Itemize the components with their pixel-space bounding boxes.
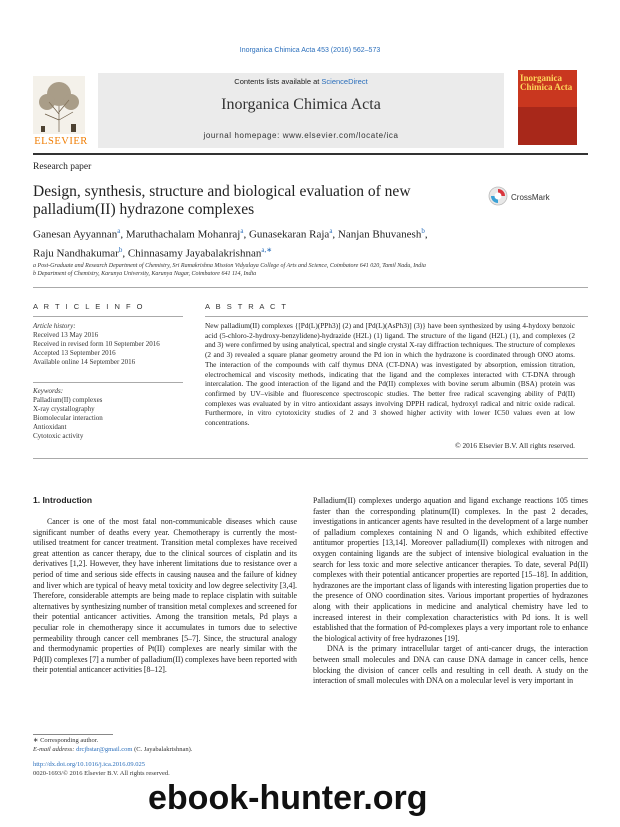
affiliation-divider [33,287,588,288]
keyword-item: X-ray crystallography [33,405,95,413]
affiliation-marker[interactable]: b [421,227,425,235]
keyword-item: Palladium(II) complexes [33,396,103,404]
body-paragraph: Palladium(II) complexes undergo aquation and ligand exchange reactions 105 times faster than the corresponding platinum(II) complexes. In the past 2 decades, investigations in anticancer agents have resulted in the development of a large number of palladium complexes containing N and O ligands, which exhibited effective antitumor properties [13,14]. Moreover palladium(II) complexes with nitrogen and oxygen containing ligands are the subject of intensive biological evaluation in the search for less toxic and more selective anticancer therapies. To date, several Pd(II) complexes with their potential anticancer properties are reported [15–18]. In addition, hydrazones are the important class of ligands with interesting ligation properties due to the presence of ONO coordination sites. Various important properties of hydrazones along with their applications in medicine and analytical chemistry have led to increased interest in their complexation characteristics with Pd ions. It is well established that the formation of Pd-complexes plays a very important role to enhance the biological activity of free hydrazones [19]. [313,496,588,643]
author-list: Ganesan Ayyannan$^a$, Maruthachalam Mohanraj$^a$, Gunasekaran Raja$^a$, Nanjan Bhuvanesh$^b$, Raju Nandhakumar$^b$, Chinnasamy Jayabalakrishnan$^{a,∗}$ [33,227,428,260]
abstract-heading: A B S T R A C T [205,302,288,311]
journal-name: Inorganica Chimica Acta [221,96,381,113]
keyword-item: Antioxidant [33,423,67,431]
sciencedirect-link[interactable]: ScienceDirect [321,77,368,86]
affiliation-marker[interactable]: a,∗ [261,245,273,254]
email-suffix: (C. Jayabalakrishnan). [132,746,193,753]
email-link[interactable]: drcjbstar@gmail.com [76,746,133,753]
author-name[interactable]: Nanjan Bhuvanesh [337,228,422,241]
doi-link[interactable]: http://dx.doi.org/10.1016/j.ica.2016.09.025 [33,761,146,768]
history-item: Received 13 May 2016 [33,331,99,339]
keywords-label: Keywords: [33,387,64,395]
history-item: Available online 14 September 2016 [33,358,136,366]
body-column-left [33,517,297,676]
article-title: Design, synthesis, structure and biological evaluation of new palladium(II) hydrazone complexes [33,183,411,218]
body-paragraph: Cancer is one of the most fatal non-communicable diseases which cause significant number of deaths every year. Chemotherapy is currently the most-utilised treatment for cancer treatment. Transition metal complexes have received great attention as cancer therapy, due to the clinical sources of cisplatin and its derivatives [1,2]. However, they have inherent limitations due to resistance over a period of time and serious side effects in causing nausea and the failure of kidney and liver which are typical of heavy metal toxicity and low degree selectivity [3,4]. Therefore, considerable attempts are being made to replace cisplatin with suitable alternatives by synthesizing number of transition metal complexes and screened for their potential anticancer activities. Among the transition metals, Pd plays a peculiar role in chemotherapy since it accumulates in tumors due to selective permeability through cancer cell membranes [5–7]. Since, the structural analogy and thermodynamic properties of Pt(II) complexes are nearly similar with the Pd(II) complexes [7] a number of palladium(II) complexes have been reported with their potential anticancer activities [8–12]. [33,517,297,675]
article-type: Research paper [33,162,92,172]
watermark-text: ebook-hunter.org [148,779,428,817]
contents-prefix: Contents lists available at [234,77,322,86]
article-history [33,322,183,367]
body-paragraph: DNA is the primary intracellular target of anti-cancer drugs, the interaction between small molecules and DNA can cause DNA damage in cancer cells, hence blocking the division of cancer cells and resulting in cell death. A study on the interaction of small molecules with DNA on a molecular level is very important in [313,644,588,686]
author-name[interactable]: Ganesan Ayyannan [33,228,118,241]
author-name[interactable]: Chinnasamy Jayabalakrishnan [127,247,262,260]
article-info-heading: A R T I C L E I N F O [33,302,145,311]
email-label: E-mail address: [33,746,77,753]
issn-line: 0020-1693/© 2016 Elsevier B.V. All rights reserved. [33,770,170,777]
header-divider [33,153,588,155]
affiliation-b: b Department of Chemistry, Karunya University, Karunya Nagar, Coimbatore 641 114, India [33,271,257,277]
journal-cover-title: Inorganica Chimica Acta [520,73,573,92]
affiliation-marker[interactable]: a [240,227,244,235]
abstract-bottom-divider [33,458,588,459]
footnote-divider [33,734,113,735]
corresponding-author-note: ∗ Corresponding author. [33,737,99,744]
elsevier-tree-logo [33,76,85,142]
affiliation-marker[interactable]: a [329,227,333,235]
abstract-text: New palladium(II) complexes {[Pd(L)(PPh3)] (2) and [Pd(L)(AsPh3)] (3)} have been synthesized by using 4-hydoxy benzoic acid (5-chloro-2-hydroxy-benzylidene)-hydrazide (H2L) (1) ligand. The structure of the ligand (H2L) (1), and complexes (2 and 3) were confirmed by using analytical, spectral and single crystal X-ray diffraction techniques. The structure of complexes (2 and 3) revealed a square planar geometry around the Pd ion in which the hydrazone is coordinated through ONO atoms. The interaction of the compounds with calf thymus DNA (CT-DNA) was investigated by absorption, emission titration, electrochemical and viscosity methods, indicating that the ligand and the complexes interacted with CT-DNA through intercalation. The good interaction of the ligand and the Pd(II) complexes with bovine serum albumin (BSA) protein was confirmed by UV–visible and fluorescence spectroscopic studies. The better free radical scavenging ability of Pd(II) complexes was evaluated by in vitro antioxidant assays involving DPPH radical, hydroxyl radical and nitric oxide radical. Furthermore, in vitro cytotoxicity studies of 2 and 3 showed higher activity with lower IC50 values even at low concentrations. [205,321,575,428]
abstract-divider [205,316,588,317]
article-info-divider [33,316,183,317]
history-item: Received in revised form 10 September 2016 [33,340,160,348]
affiliation-a: a Post-Graduate and Research Department of Chemistry, Sri Ramakrishna Mission Vidyalaya College of Arts and Science, Coimbatore 641 020, Tamil Nadu, India [33,263,426,269]
abstract-copyright: © 2016 Elsevier B.V. All rights reserved. [455,441,575,450]
email-footnote [33,745,293,754]
journal-cover-band [518,107,577,145]
keyword-item: Biomolecular interaction [33,414,103,422]
journal-citation-link[interactable]: Inorganica Chimica Acta 453 (2016) 562–573 [239,47,381,54]
body-column-right [313,496,588,687]
elsevier-wordmark: ELSEVIER [34,136,88,147]
keyword-item: Cytotoxic activity [33,432,84,440]
crossmark-label[interactable]: CrossMark [511,193,550,202]
affiliation-marker[interactable]: a [117,227,121,235]
section-heading-introduction: 1. Introduction [33,495,93,505]
author-name[interactable]: Maruthachalam Mohanraj [125,228,241,241]
author-name[interactable]: Raju Nandhakumar [33,247,119,260]
keywords [33,387,183,441]
history-item: Accepted 13 September 2016 [33,349,116,357]
keywords-divider [33,382,183,383]
affiliation-marker[interactable]: b [118,245,123,254]
history-label: Article history: [33,322,76,330]
contents-available-line [98,77,504,86]
author-name[interactable]: Gunasekaran Raja [248,228,330,241]
journal-homepage[interactable]: journal homepage: www.elsevier.com/locate/ica [203,131,399,140]
crossmark-icon[interactable] [488,186,508,206]
